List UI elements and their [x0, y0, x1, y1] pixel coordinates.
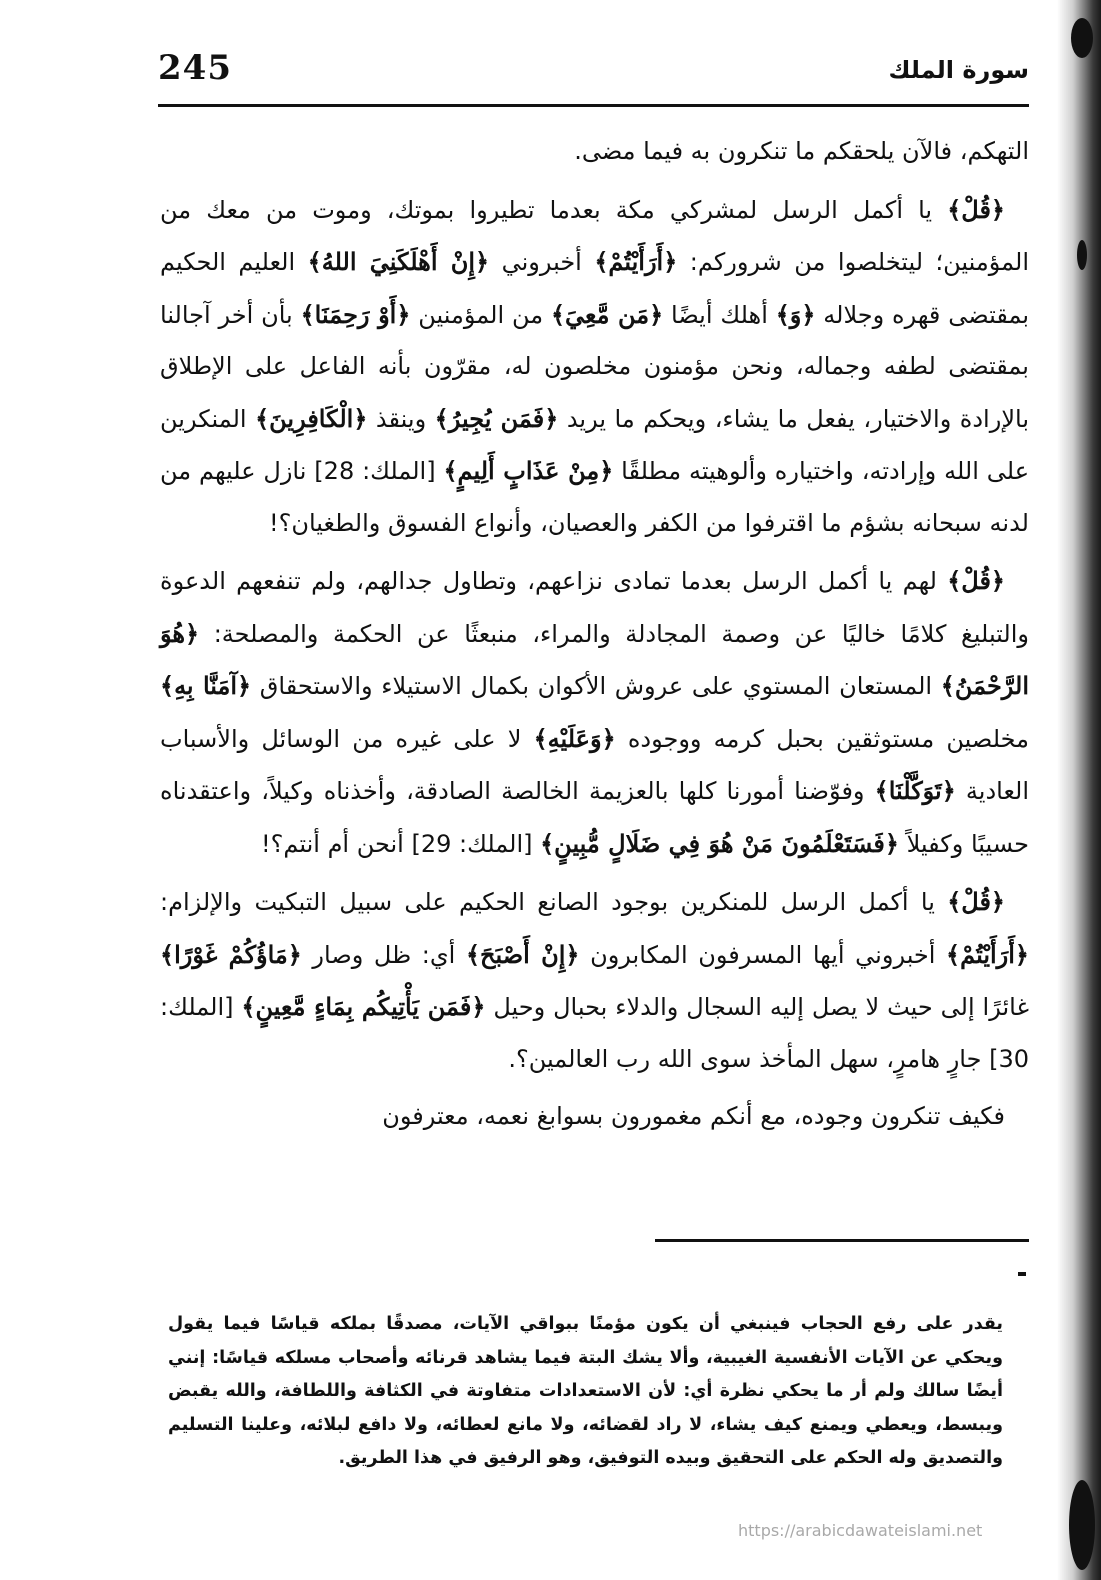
paragraph-4	[160, 876, 1029, 1085]
watermark-url: https://arabicdawateislami.net	[738, 1521, 983, 1540]
commentary-text: أي: ظل وصار	[301, 940, 466, 969]
commentary-text: أهلك أيضًا	[663, 300, 776, 329]
commentary-text: من المؤمنين	[410, 300, 551, 329]
quran-quote: ﴿تَوَكَّلْنَا﴾	[874, 776, 956, 805]
quran-quote: ﴿إِنْ أَهْلَكَنِيَ اللهُ﴾	[307, 247, 490, 276]
commentary-text: يا أكمل الرسل للمنكرين بوجود الصانع الحكيم على سبيل التبكيت والإلزام:	[160, 888, 948, 916]
paragraph-3	[160, 555, 1029, 870]
commentary-text: وينقذ	[367, 404, 435, 433]
commentary-text: [الملك: 29] أنحن أم أنتم؟!	[261, 829, 541, 858]
commentary-text: لا على غيره من الوسائل والأسباب العادية	[160, 724, 1030, 805]
quran-quote: ﴿أَوْ رَحِمَنَا﴾	[300, 299, 411, 329]
commentary-text: [الملك: 30] جارٍ هامرٍ، سهل المأخذ سوى الله رب العالمين؟.	[160, 993, 1029, 1073]
scan-speck	[1077, 240, 1087, 270]
main-text	[160, 126, 1029, 1149]
footnote-text: يقدر على رفع الحجاب فينبغي أن يكون مؤمنًا ببواقي الآيات، مصدقًا بملكه قياسًا فيما يقول ويحكي عن الآيات الأنفسية الغيبية، وألا يشك البتة فيما يشاهد قرنائه وأصحاب مسلكه قياسًا: إنني أيضًا سالك ولم أر ما يحكي نظرة أي: لأن الاستعدادات متفاوتة في الكثافة واللطافة، والله يقبض ويبسط، ويعطي ويمنع كيف يشاء، لا راد لقضائه، ولا مانع لعطائه، ولا دافع لبلائه، وعلينا التسليم والتصديق وله الحكم على التحقيق وبيده التوفيق، وهو الرفيق في هذا الطريق.	[168, 1314, 1003, 1468]
quran-quote: ﴿فَسَتَعْلَمُونَ مَنْ هُوَ فِي ضَلَالٍ مُّبِينٍ﴾	[540, 828, 899, 858]
quran-quote: ﴿فَمَن يُجِيرُ﴾	[434, 403, 559, 433]
scan-speck	[1069, 1480, 1095, 1570]
commentary-text: أخبروني أيها المسرفون المكابرون	[579, 940, 947, 969]
scan-speck	[1071, 18, 1093, 58]
quran-quote: ﴿أَرَأَيْتُمْ﴾	[946, 939, 1029, 969]
quran-quote: ﴿قُلْ﴾	[947, 887, 1005, 916]
scan-edge-shadow	[1057, 0, 1101, 1580]
quran-quote: ﴿وَعَلَيْهِ﴾	[533, 723, 616, 753]
footnote-separator	[655, 1239, 1029, 1242]
page-number: 245	[158, 48, 232, 88]
commentary-text: مخلصين مستوثقين بحبل كرمه ووجوده	[615, 724, 1030, 753]
commentary-text: وفوّضنا أمورنا كلها بالعزيمة الخالصة الصادقة، وأخذناه وكيلاً، واعتقدناه حسيبًا وكفيلاً	[160, 777, 1029, 858]
quran-quote: ﴿إِنْ أَصْبَحَ﴾	[465, 939, 580, 969]
commentary-text: المستعان المستوي على عروش الأكوان بكمال الاستيلاء والاستحقاق	[251, 672, 941, 700]
quran-quote: ﴿قُلْ﴾	[947, 194, 1005, 224]
commentary-text: المنكرين على الله وإرادته، واختياره وألوهيته مطلقًا	[160, 404, 1030, 485]
paragraph-5: فكيف تنكرون وجوده، مع أنكم مغمورون بسوابغ نعمه، معترفون	[382, 1102, 1005, 1130]
quran-quote: ﴿وَ﴾	[775, 299, 816, 329]
commentary-text: غائرًا إلى حيث لا يصل إليه السجال والدلاء بحبال وحيل	[485, 993, 1030, 1021]
quran-quote: ﴿قُلْ﴾	[947, 566, 1005, 595]
footnote	[168, 1308, 1003, 1476]
quran-quote: ﴿مِنْ عَذَابٍ أَلِيمٍ﴾	[443, 456, 614, 485]
running-title: سورة الملك	[888, 56, 1029, 84]
commentary-text: يا أكمل الرسل لمشركي مكة بعدما تطيروا بموتك، وموت من معك من المؤمنين؛ ليتخلصوا من شروركم:	[160, 195, 1029, 276]
commentary-text: العليم الحكيم بمقتضى قهره وجلاله	[160, 248, 1030, 329]
quran-quote: ﴿هُوَ الرَّحْمَنُ﴾	[160, 618, 1030, 700]
quran-quote: ﴿فَمَن يَأْتِيكُم بِمَاءٍ مَّعِينٍ﴾	[241, 992, 486, 1021]
footnote-marker	[1018, 1272, 1026, 1276]
commentary-text: لهم يا أكمل الرسل بعدما تمادى نزاعهم، وتطاول جدالهم، ولم تنفعهم الدعوة والتبليغ كلامًا خاليًا عن وصمة المجادلة والمراء، منبعثًا عن الحكمة والمصلحة:	[160, 567, 1029, 648]
paragraph-2	[160, 184, 1029, 550]
quran-quote: ﴿آمَنَّا بِهِ﴾	[160, 671, 252, 700]
commentary-text: أخبروني	[489, 248, 595, 276]
quran-quote: ﴿مَن مَّعِيَ﴾	[550, 299, 664, 329]
commentary-text: [الملك: 28] نازل عليهم من لدنه سبحانه بشؤم ما اقترفوا من الكفر والعصيان، وأنواع الفسوق والطغيان؟!	[160, 457, 1029, 537]
quran-quote: ﴿أَرَأَيْتُمْ﴾	[594, 247, 678, 276]
quran-quote: ﴿مَاؤُكُمْ غَوْرًا﴾	[160, 939, 302, 969]
header-rule	[158, 104, 1029, 107]
paragraph-1: التهكم، فالآن يلحقكم ما تنكرون به فيما مضى.	[574, 137, 1029, 165]
quran-quote: ﴿الْكَافِرِينَ﴾	[255, 403, 368, 433]
commentary-text: بأن أخر آجالنا بمقتضى لطفه وجماله، ونحن مؤمنون مخلصون له، مقرّون بأنه الفاعل على الإطلاق بالإرادة والاختيار، يفعل ما يشاء، ويحكم ما يريد	[160, 300, 1029, 433]
